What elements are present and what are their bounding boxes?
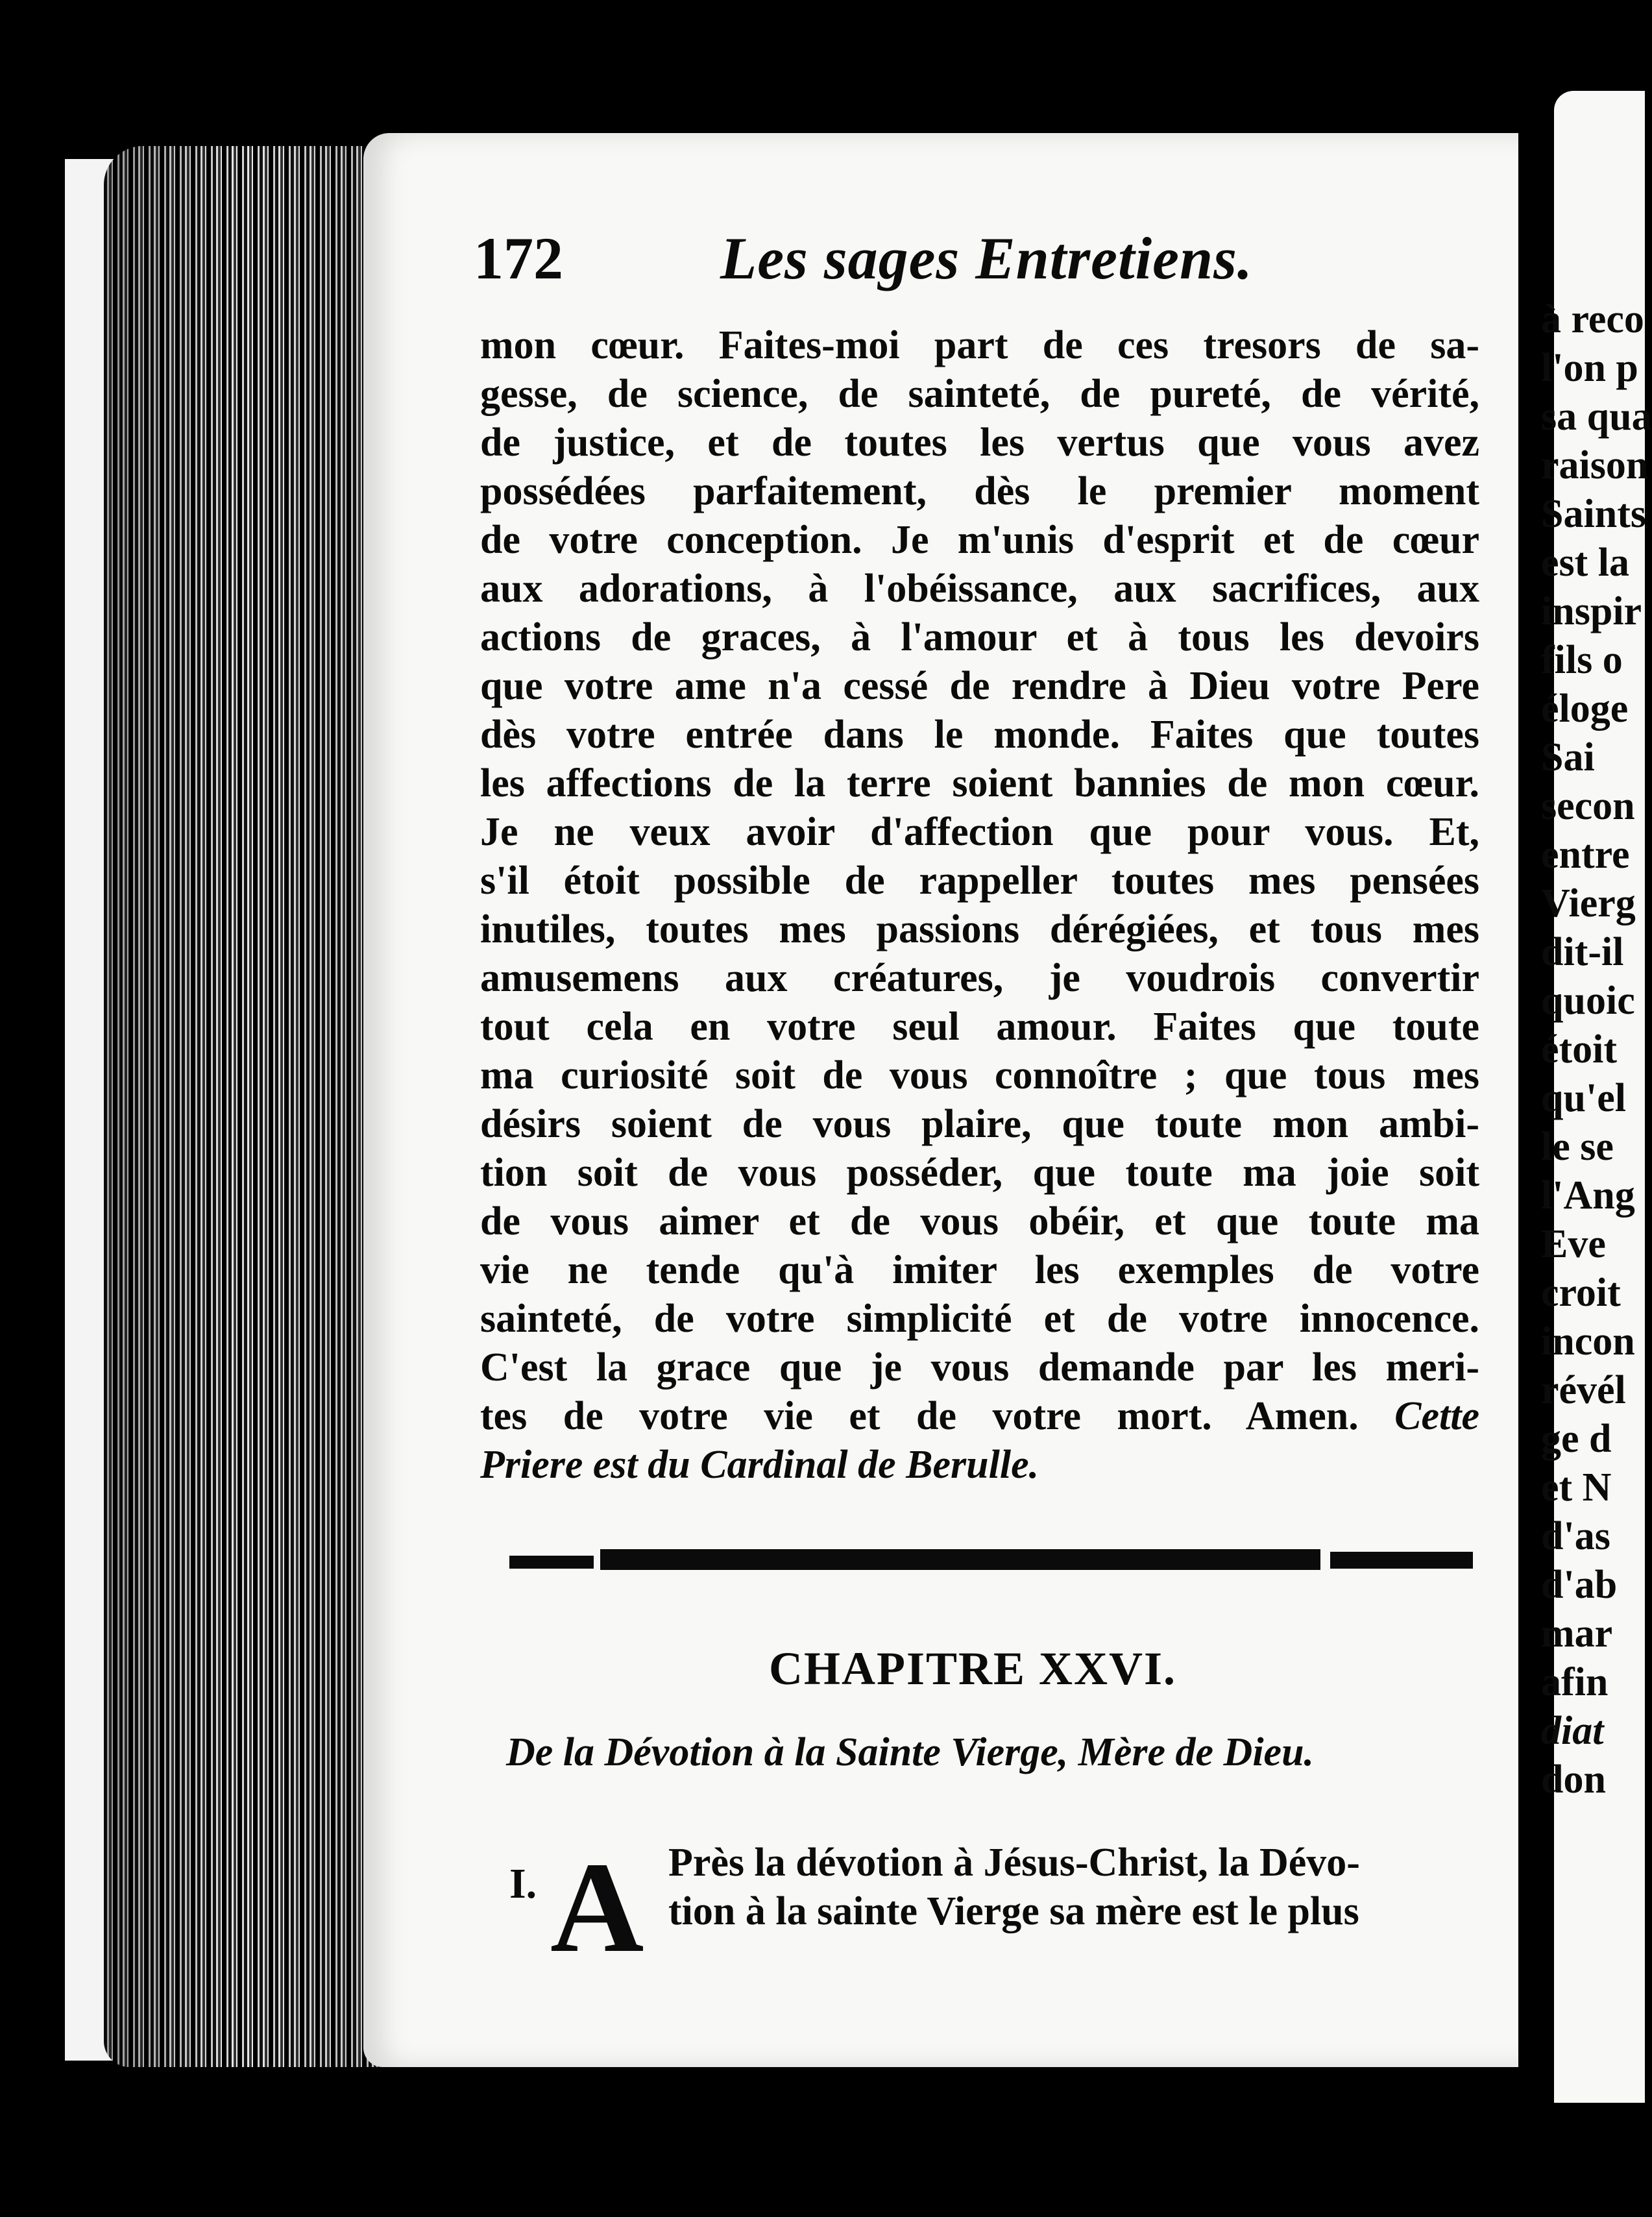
facing-page-line: l'on p (1541, 346, 1638, 390)
facing-page-line: dit-il (1541, 930, 1624, 974)
facing-page-line: raison (1541, 443, 1649, 487)
facing-page-text (1541, 295, 1652, 1804)
body-line: de justice, et de toutes les vertus que vous avez (480, 421, 1479, 465)
body-line: C'est la grace que je vous demande par les meri- (480, 1345, 1479, 1390)
facing-page-line: diat (1541, 1709, 1604, 1753)
body-line: de votre conception. Je m'unis d'esprit et de cœur (480, 518, 1479, 562)
body-line: les affections de la terre soient bannies de mon cœur. (480, 761, 1479, 805)
body-line: tion soit de vous posséder, que toute ma joie soit (480, 1151, 1479, 1195)
facing-page-line: quoic (1541, 979, 1635, 1023)
body-line: de vous aimer et de vous obéir, et que toute ma (480, 1199, 1479, 1243)
facing-page-line: le se (1541, 1125, 1614, 1169)
running-head (474, 224, 1317, 315)
body-line: sainteté, de votre simplicité et de votre innocence. (480, 1297, 1479, 1341)
facing-page-line: Saints (1541, 492, 1646, 536)
body-line: Je ne veux avoir d'affection que pour vous. Et, (480, 810, 1479, 854)
facing-page-line: révél (1541, 1368, 1626, 1412)
facing-page-line: fils o (1541, 638, 1623, 682)
facing-page-line: Sai (1541, 735, 1595, 779)
body-line: possédées parfaitement, dès le premier moment (480, 469, 1479, 513)
body-line: dès votre entrée dans le monde. Faites que toutes (480, 713, 1479, 757)
facing-page-line: incon (1541, 1319, 1635, 1364)
attribution-text: Priere est du Cardinal de Berulle. (480, 1443, 1039, 1487)
rule-segment (1330, 1552, 1473, 1569)
drop-cap: A (550, 1836, 644, 1979)
body-line: ma curiosité soit de vous connoître ; que tous mes (480, 1053, 1479, 1097)
facing-page-line: à reco (1541, 297, 1644, 341)
facing-page-line: Vierg (1541, 881, 1636, 925)
facing-page-line: don (1541, 1758, 1606, 1802)
running-title: Les sages Entretiens. (720, 225, 1253, 291)
facing-page-line: d'ab (1541, 1563, 1618, 1607)
body-line: inutiles, toutes mes passions dérégiées, et tous mes (480, 907, 1479, 951)
facing-page-line: ge d (1541, 1417, 1612, 1461)
body-text (480, 321, 1479, 1489)
facing-page-line: est la (1541, 541, 1630, 585)
body-line: désirs soient de vous plaire, que toute mon ambi- (480, 1102, 1479, 1146)
facing-page-line: éloge (1541, 687, 1629, 731)
body-line: vie ne tende qu'à imiter les exemples de votre (480, 1248, 1479, 1292)
body-line-italic (480, 1441, 1479, 1489)
chapter-title: CHAPITRE XXVI. (769, 1643, 1177, 1695)
facing-page-line: Eve (1541, 1222, 1606, 1266)
body-line: gesse, de science, de sainteté, de pureté, de vérité, (480, 372, 1479, 416)
body-line: que votre ame n'a cessé de rendre à Dieu votre Pere (480, 664, 1479, 708)
facing-page-line: et N (1541, 1465, 1612, 1510)
facing-page-line: secon (1541, 784, 1635, 828)
body-line: amusemens aux créatures, je voudrois convertir (480, 956, 1479, 1000)
body-line: tout cela en votre seul amour. Faites que toute (480, 1005, 1479, 1049)
facing-page-line: mar (1541, 1611, 1613, 1656)
body-line: aux adorations, à l'obéissance, aux sacrifices, aux (480, 567, 1479, 611)
facing-page-line: d'as (1541, 1514, 1610, 1558)
ornamental-rule (509, 1548, 1473, 1574)
rule-segment (600, 1549, 1320, 1570)
facing-page-line: sa qua (1541, 395, 1652, 439)
body-line-with-italic-tail (480, 1392, 1479, 1441)
paragraph-line: tion à la sainte Vierge sa mère est le plus (668, 1889, 1359, 1933)
facing-page-line: l'Ang (1541, 1173, 1635, 1218)
body-line-text: tes de votre vie et de votre mort. Amen. (480, 1394, 1359, 1438)
facing-page-line: entre (1541, 833, 1630, 877)
paragraph-line: Près la dévotion à Jésus-Christ, la Dévo- (668, 1841, 1360, 1885)
rule-segment (509, 1556, 594, 1569)
paragraph-number: I. (509, 1860, 537, 1907)
page-number: 172 (474, 225, 563, 291)
facing-page-line: étoit (1541, 1027, 1618, 1072)
body-line: mon cœur. Faites-moi part de ces tresors de sa- (480, 323, 1479, 367)
body-line: s'il étoit possible de rappeller toutes mes pensées (480, 859, 1479, 903)
body-italic-tail: Cette (1394, 1394, 1480, 1438)
facing-page-line: afin (1541, 1660, 1609, 1704)
facing-page-line: croit (1541, 1271, 1621, 1315)
body-line: actions de graces, à l'amour et à tous les devoirs (480, 615, 1479, 659)
facing-page-line: inspir (1541, 589, 1642, 633)
chapter-subtitle: De la Dévotion à la Sainte Vierge, Mère de Dieu. (506, 1730, 1315, 1774)
facing-page-line: qu'el (1541, 1076, 1626, 1120)
